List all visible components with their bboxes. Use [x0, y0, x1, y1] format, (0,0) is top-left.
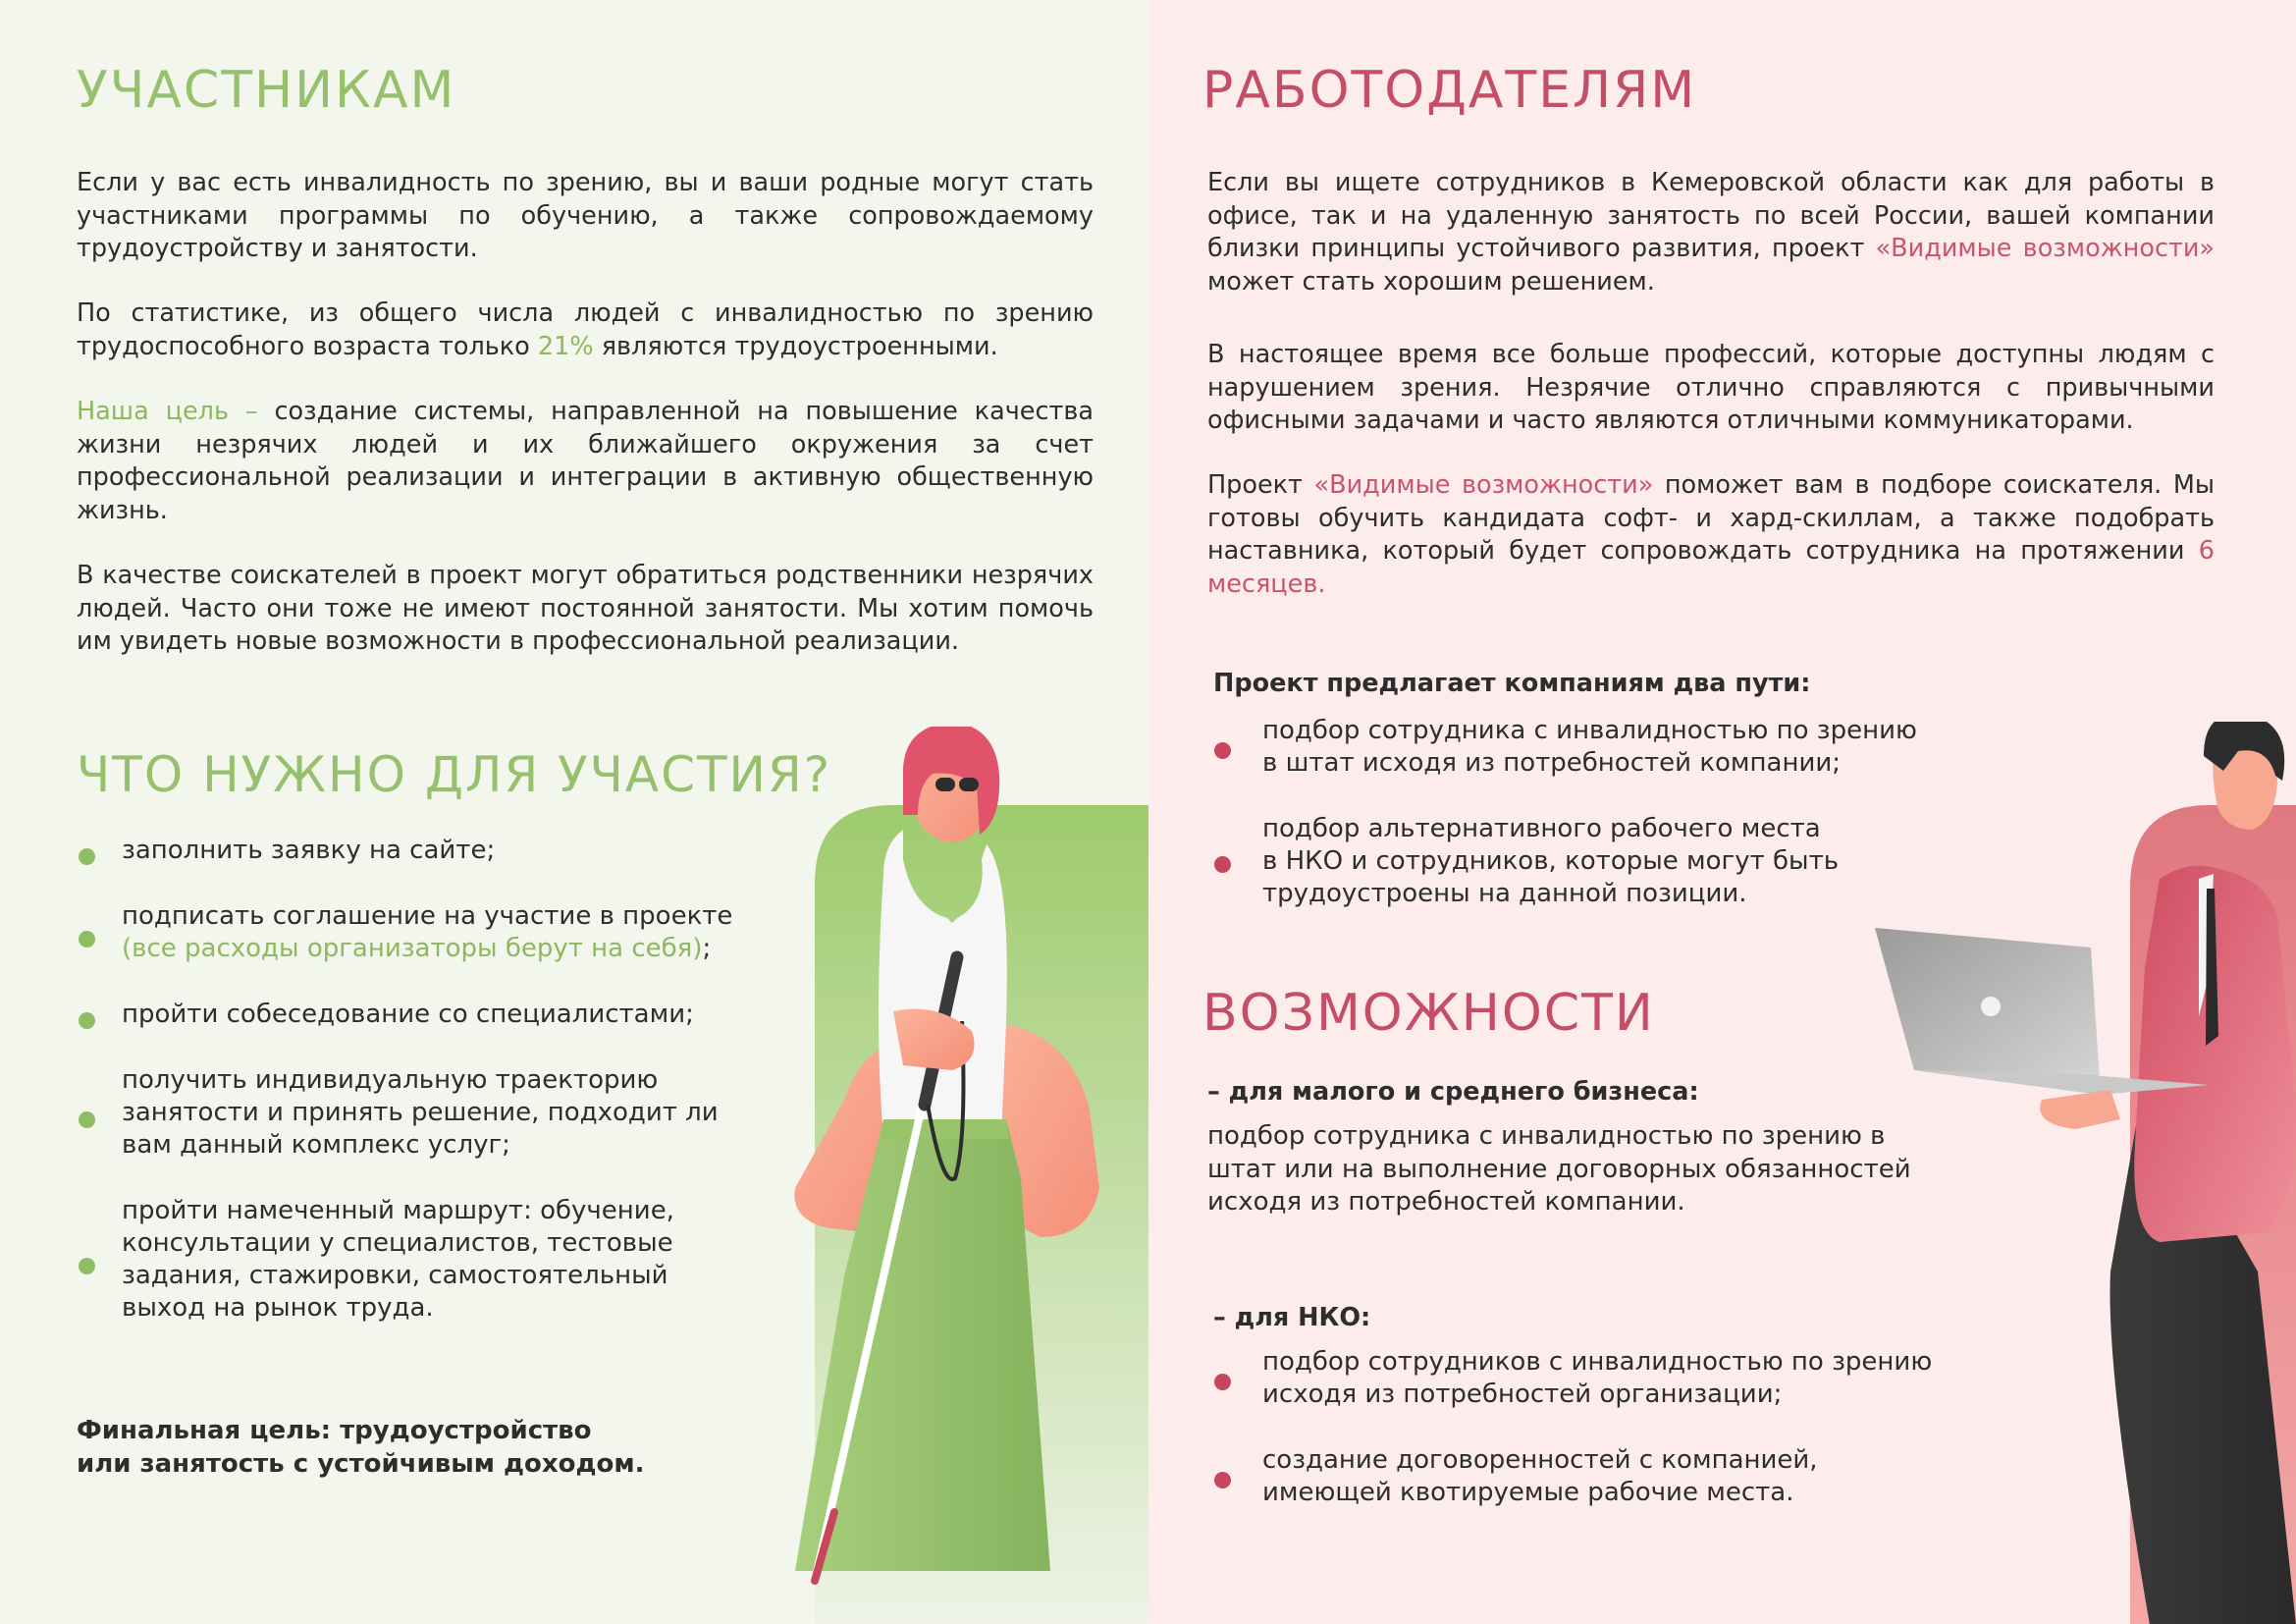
- participants-title: УЧАСТНИКАМ: [77, 61, 456, 120]
- project-name-highlight: «Видимые возможности»: [1875, 234, 2215, 263]
- nko-text-line1: подбор сотрудников с инвалидностью по зрению: [1262, 1347, 1933, 1377]
- requirement-text-line2: занятости и принять решение, подходит ли: [122, 1098, 719, 1127]
- requirement-text-line2: консультации у специалистов, тестовые: [122, 1228, 673, 1258]
- nko-item: [1207, 1346, 1933, 1415]
- offer-text-line1: подбор альтернативного рабочего места: [1262, 814, 1821, 843]
- goal-highlight: Наша цель –: [77, 397, 258, 426]
- requirement-item: [77, 1064, 764, 1167]
- sme-line1: подбор сотрудника с инвалидностью по зрению в: [1207, 1121, 1886, 1151]
- offer-text-line2: в НКО и сотрудников, которые могут быть: [1262, 846, 1840, 876]
- sunglasses-left-icon: [935, 778, 955, 791]
- requirement-text-line2: (все расходы организаторы берут на себя);: [122, 934, 712, 963]
- nko-text-line2: имеющей квотируемые рабочие места.: [1262, 1478, 1794, 1507]
- requirement-item: [77, 835, 764, 874]
- bullet-icon: [79, 1111, 95, 1128]
- employers-para-2: В настоящее время все больше профессий, которые доступны людям с нарушением зрения. Незрячие отлично справляются с привычными офисными задачами и часто являются отличными коммуникаторами.: [1207, 340, 2215, 435]
- requirement-item: [77, 900, 764, 969]
- offer-item: [1207, 715, 1917, 784]
- employers-title: РАБОТОДАТЕЛЯМ: [1202, 61, 1697, 120]
- final-goal: [77, 1414, 645, 1481]
- requirement-text-line3: задания, стажировки, самостоятельный: [122, 1261, 668, 1290]
- stat-highlight: 21%: [537, 331, 594, 361]
- final-goal-line2: или занятость с устойчивым доходом.: [77, 1449, 645, 1479]
- nko-text-line1: создание договоренностей с компанией,: [1262, 1445, 1818, 1475]
- opportunities-title: ВОЗМОЖНОСТИ: [1202, 984, 1655, 1043]
- bullet-icon: [79, 1258, 95, 1274]
- sme-line3: исходя из потребностей компании.: [1207, 1187, 1685, 1217]
- participants-para-4: В качестве соискателей в проект могут обратиться родственники незрячих людей. Часто они тоже не имеют постоянной занятости. Мы хотим помочь им увидеть новые возможности в профессиональной реализации.: [77, 561, 1094, 656]
- participants-para-3: [77, 396, 1094, 527]
- laptop-logo-icon: [1981, 997, 2001, 1016]
- man-with-laptop-illustration: [1865, 722, 2296, 1624]
- requirement-item: [77, 999, 764, 1038]
- requirement-text-line3: вам данный комплекс услуг;: [122, 1130, 510, 1160]
- offer-title: Проект предлагает компаниям два пути:: [1213, 669, 1811, 698]
- nko-title: – для НКО:: [1213, 1303, 1371, 1332]
- employers-para-1-tail: может стать хорошим решением.: [1207, 266, 1655, 297]
- requirement-text: подписать соглашение на участие в проекте: [122, 901, 733, 931]
- goal-text: создание системы, направленной на повышение качества жизни незрячих людей и их ближайшего окружения за счет профессиональной реализации и интеграции в активную общественную жизнь.: [77, 397, 1094, 525]
- offer-text-line3: трудоустроены на данной позиции.: [1262, 879, 1747, 908]
- offer-text-line2: в штат исходя из потребностей компании;: [1262, 748, 1842, 778]
- bullet-icon: [1214, 1472, 1231, 1489]
- employers-para-3-start: Проект: [1207, 470, 1303, 500]
- requirements-title: ЧТО НУЖНО ДЛЯ УЧАСТИЯ?: [77, 746, 832, 803]
- final-goal-line1: Финальная цель: трудоустройство: [77, 1416, 592, 1445]
- stat-text-after: являются трудоустроенными.: [601, 331, 998, 361]
- requirement-text: заполнить заявку на сайте;: [122, 836, 496, 865]
- bullet-icon: [1214, 856, 1231, 873]
- employers-panel: [1148, 0, 2296, 1624]
- sme-title: – для малого и среднего бизнеса:: [1207, 1077, 1699, 1107]
- offer-item: [1207, 813, 1875, 916]
- requirements-list: [77, 835, 764, 1345]
- sunglasses-right-icon: [959, 778, 979, 791]
- sme-line2: штат или на выполнение договорных обязанностей: [1207, 1154, 1911, 1184]
- man-hand-shape: [2040, 1090, 2120, 1129]
- nko-list: [1207, 1346, 1933, 1523]
- employers-para-1-text: Если вы ищете сотрудников в Кемеровской области как для работы в офисе, так и на удаленную занятость по всей России, вашей компании близки принципы устойчивого развития, проект: [1207, 168, 2215, 263]
- requirement-text: пройти собеседование со специалистами;: [122, 1000, 694, 1029]
- requirement-text-line4: выход на рынок труда.: [122, 1293, 434, 1323]
- participants-para-2: [77, 298, 1094, 363]
- employers-para-1: [1207, 167, 2215, 298]
- bullet-icon: [79, 1012, 95, 1029]
- bullet-icon: [1214, 1374, 1231, 1390]
- nko-text-line2: исходя из потребностей организации;: [1262, 1380, 1783, 1409]
- participants-para-1: Если у вас есть инвалидность по зрению, вы и ваши родные могут стать участниками программы по обучению, а также сопровождаемому трудоустройству и занятости.: [77, 168, 1094, 263]
- offers-list: [1207, 715, 1917, 921]
- requirement-text-line1: пройти намеченный маршрут: обучение,: [122, 1196, 674, 1225]
- employers-para-3: [1207, 469, 2215, 601]
- expenses-highlight: (все расходы организаторы берут на себя): [122, 934, 703, 963]
- requirement-text-line1: получить индивидуальную траекторию: [122, 1065, 659, 1095]
- woman-with-cane-illustration: [756, 727, 1148, 1624]
- sme-description: [1207, 1120, 1911, 1219]
- nko-item: [1207, 1444, 1875, 1513]
- bullet-icon: [1214, 742, 1231, 759]
- stat-text-before: По статистике, из общего числа людей с инвалидностью по зрению трудоспособного возраста только: [77, 298, 1094, 361]
- employers-para-3-text: поможет вам в подборе соискателя. Мы готовы обучить кандидата софт- и хард-скиллам, а также подобрать наставника, который будет сопровождать сотрудника на протяжении: [1207, 470, 2215, 566]
- bullet-icon: [79, 848, 95, 865]
- project-name-highlight: «Видимые возможности»: [1313, 470, 1654, 500]
- requirement-item: [77, 1195, 764, 1332]
- offer-text-line1: подбор сотрудника с инвалидностью по зрению: [1262, 716, 1917, 745]
- bullet-icon: [79, 931, 95, 947]
- duration-highlight: 6 месяцев.: [1207, 536, 2216, 599]
